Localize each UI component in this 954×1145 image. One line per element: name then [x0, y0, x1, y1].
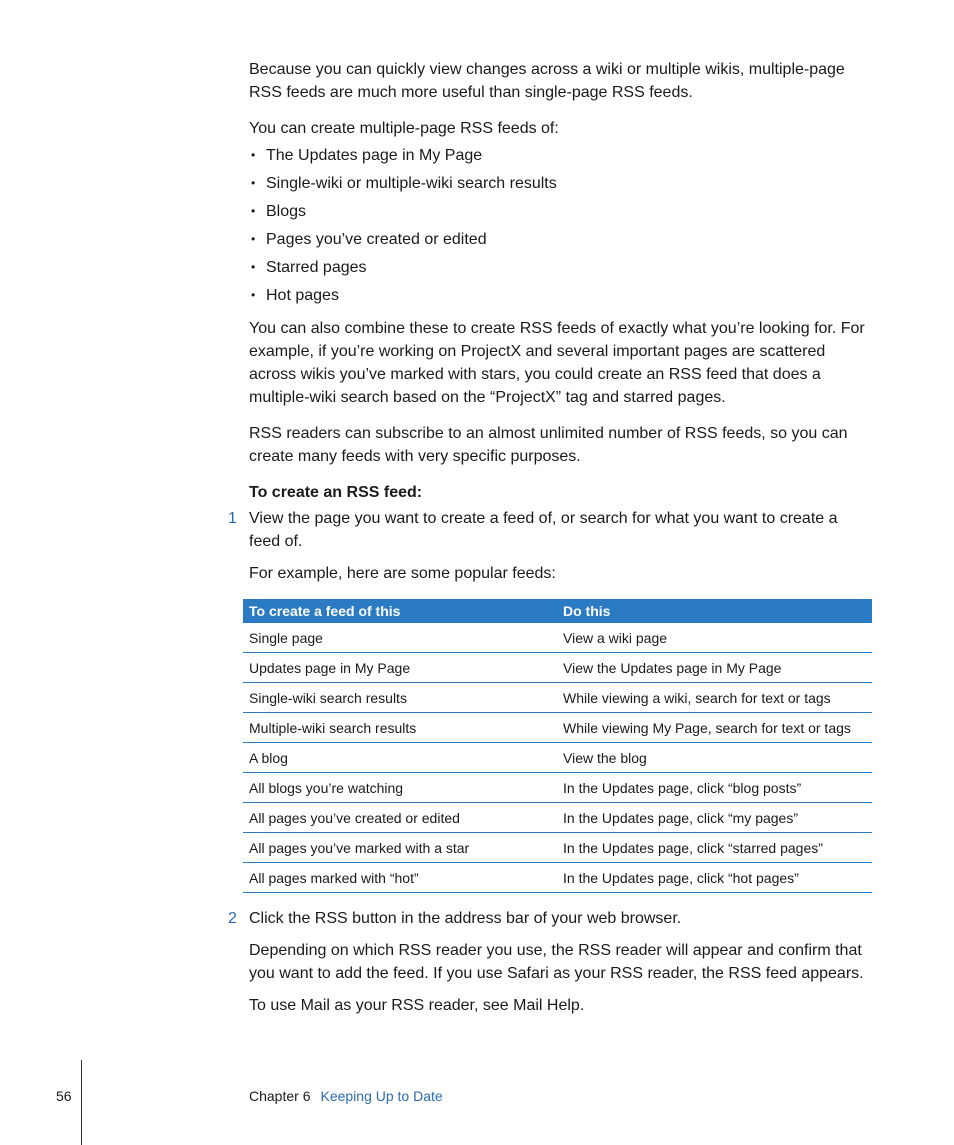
- chapter-label: Chapter 6: [249, 1088, 311, 1104]
- example-intro: For example, here are some popular feeds:: [249, 565, 556, 582]
- readers-paragraph: RSS readers can subscribe to an almost unlimited number of RSS feeds, so you can create many feeds with very specific purposes.: [249, 425, 848, 465]
- table-cell: In the Updates page, click “starred pages”: [557, 833, 872, 863]
- list-item: • Single-wiki or multiple-wiki search results: [249, 172, 873, 195]
- table-cell: View the Updates page in My Page: [557, 653, 872, 683]
- column-header: To create a feed of this: [243, 599, 557, 623]
- feed-types-list: [249, 144, 873, 307]
- step-text: Click the RSS button in the address bar of your web browser.: [249, 910, 682, 927]
- list-item: • Pages you’ve created or edited: [249, 228, 873, 251]
- page-number: 56: [56, 1088, 72, 1104]
- step-number: 2: [228, 910, 237, 927]
- table-cell: While viewing a wiki, search for text or tags: [557, 683, 872, 713]
- list-item: • Blogs: [249, 200, 873, 223]
- intro-paragraph: Because you can quickly view changes across a wiki or multiple wikis, multiple-page RSS feeds are much more useful than single-page RSS feeds.: [249, 61, 845, 101]
- table-cell: A blog: [243, 743, 557, 773]
- table-header-row: [243, 599, 872, 623]
- table-cell: All pages you’ve marked with a star: [243, 833, 557, 863]
- list-item: • Starred pages: [249, 256, 873, 279]
- table-row: [243, 683, 872, 713]
- column-header: Do this: [557, 599, 872, 623]
- table-row: [243, 653, 872, 683]
- combine-paragraph: You can also combine these to create RSS feeds of exactly what you’re looking for. For example, if you’re working on ProjectX and several important pages are scattered across wikis you’ve marked with stars, you could create an RSS feed that does a multiple-wiki search based on the “ProjectX” tag and starred pages.: [249, 320, 865, 406]
- task-heading: To create an RSS feed:: [249, 484, 423, 501]
- footer-divider: [81, 1060, 82, 1145]
- table-cell: Multiple-wiki search results: [243, 713, 557, 743]
- table-row: [243, 713, 872, 743]
- list-item: • The Updates page in My Page: [249, 144, 873, 167]
- chapter-title-link[interactable]: Keeping Up to Date: [320, 1088, 443, 1104]
- table-cell: Updates page in My Page: [243, 653, 557, 683]
- step-text: View the page you want to create a feed of, or search for what you want to create a feed of.: [249, 510, 838, 550]
- step-1: [228, 507, 873, 553]
- step-2: [228, 907, 873, 930]
- table-cell: In the Updates page, click “my pages”: [557, 803, 872, 833]
- table-cell: All blogs you’re watching: [243, 773, 557, 803]
- table-cell: All pages you’ve created or edited: [243, 803, 557, 833]
- table-cell: Single-wiki search results: [243, 683, 557, 713]
- table-cell: View a wiki page: [557, 623, 872, 653]
- mail-paragraph: To use Mail as your RSS reader, see Mail Help.: [249, 997, 585, 1014]
- table-cell: While viewing My Page, search for text or tags: [557, 713, 872, 743]
- table-row: [243, 743, 872, 773]
- table-cell: All pages marked with “hot”: [243, 863, 557, 893]
- list-item: • Hot pages: [249, 284, 873, 307]
- depending-paragraph: Depending on which RSS reader you use, the RSS reader will appear and confirm that you want to add the feed. If you use Safari as your RSS reader, the RSS feed appears.: [249, 942, 864, 982]
- table-row: [243, 803, 872, 833]
- table-row: [243, 833, 872, 863]
- table-row: [243, 773, 872, 803]
- table-row: [243, 623, 872, 653]
- footer-chapter: [249, 1088, 443, 1104]
- page-content: [228, 58, 873, 1017]
- table-cell: In the Updates page, click “hot pages”: [557, 863, 872, 893]
- table-cell: View the blog: [557, 743, 872, 773]
- step-number: 1: [228, 510, 237, 527]
- create-of-paragraph: You can create multiple-page RSS feeds of:: [249, 120, 559, 137]
- table-row: [243, 863, 872, 893]
- table-cell: In the Updates page, click “blog posts”: [557, 773, 872, 803]
- feeds-table: [243, 599, 872, 893]
- table-cell: Single page: [243, 623, 557, 653]
